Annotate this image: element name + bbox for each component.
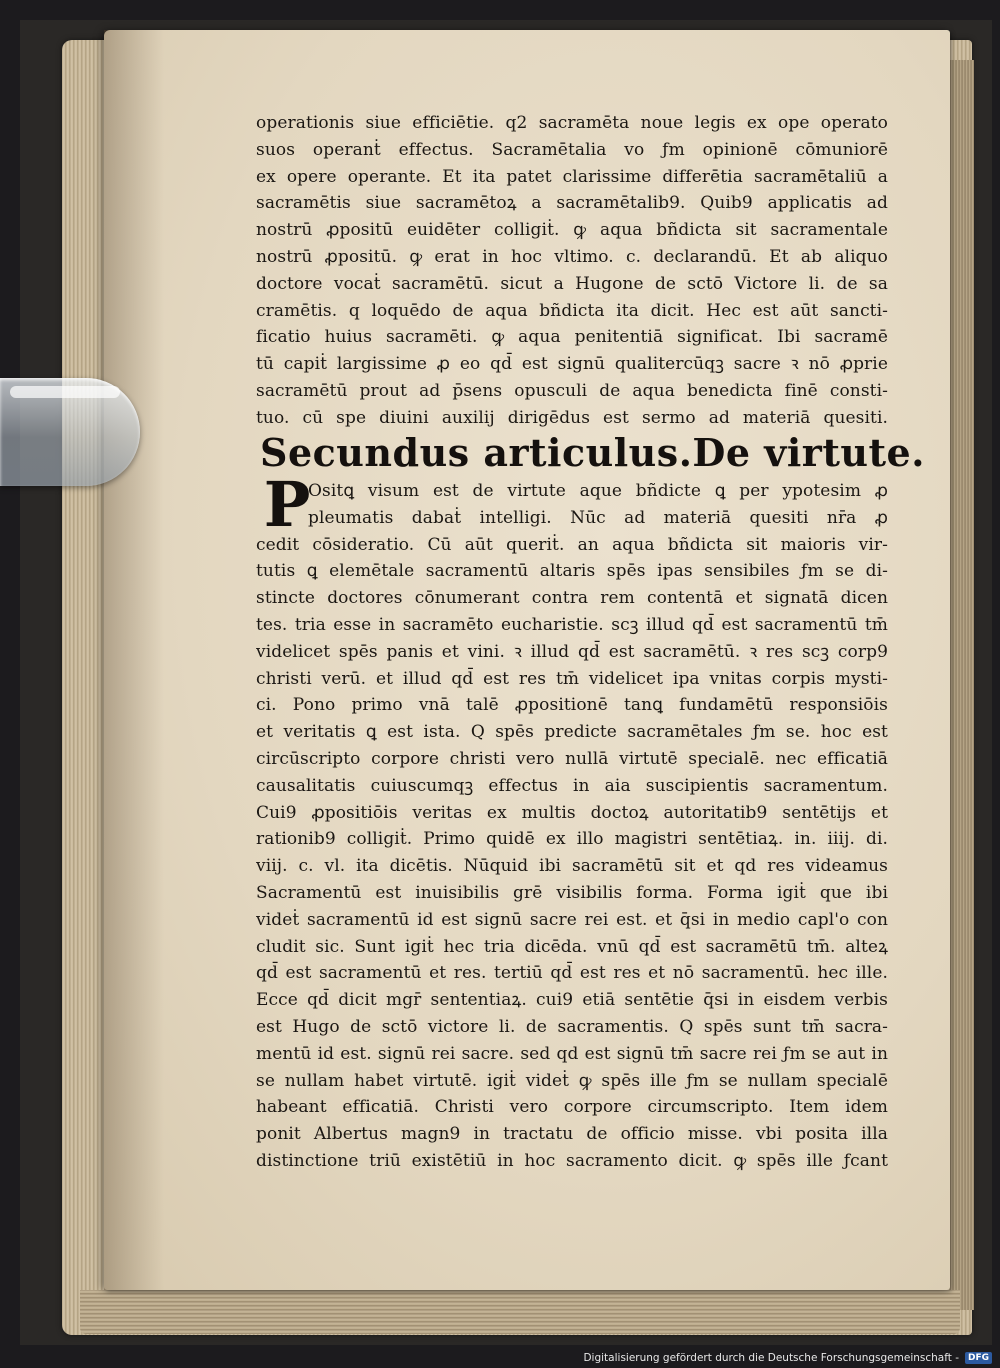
text-line: sacramētū prout ad p̄sens opusculi de aqua benedicta finē consti-: [256, 380, 888, 401]
text-line: mentū id est. signū rei sacre. sed qd est signū tm̄ sacre rei ƒm se aut in: [256, 1043, 888, 1064]
text-line: se nullam habet virtutē. igiṫ videṫ ꝙ spēs ille ƒm se nullam specialē: [256, 1070, 888, 1091]
text-line: christi verū. et illud qd̄ est res tm̄ videlicet ipa vnitas corpis mysti-: [256, 668, 888, 689]
text-line: Sacramentū est inuisibilis grē visibilis forma. Forma igiṫ que ibi: [256, 882, 888, 903]
dfg-logo: DFG: [965, 1352, 992, 1364]
text-line: nostrū ꝓpositū euidēter colligiṫ. ꝙ aqua bñdicta sit sacramentale: [256, 220, 888, 241]
heading-right: De virtute.: [692, 429, 925, 475]
text-line: habeant efficatiā. Christi vero corpore circumscripto. Item idem: [256, 1097, 888, 1118]
text-line: Ecce qd̄ dicit mgr̄ sententiaꝝ. cui9 etiā sentētie q̄si in eisdem verbis: [256, 990, 888, 1011]
footer-credit: [583, 1350, 992, 1366]
heading-left: Secundus articulus.: [260, 429, 693, 475]
fore-edge: [950, 60, 974, 1310]
text-line: tū capiṫ largissime ꝓ eo qd̄ est signū qualitercūqꝫ sacre ꝛ nō ꝓprie: [256, 354, 888, 375]
text-line: sacramētis siue sacramētoꝝ a sacramētalib9. Quib9 applicatis ad: [256, 193, 888, 214]
text-line: causalitatis cuiuscumqꝫ effectus in aia suscipientis sacramentum.: [256, 775, 888, 796]
text-line: cramētis. q loquēdo de aqua bñdicta ita dicit. Hec est aūt sancti-: [256, 300, 888, 321]
drop-cap-initial: P: [263, 468, 311, 541]
text-line: videlicet spēs panis et vini. ꝛ illud qd̄ est sacramētū. ꝛ res scꝫ corp9: [256, 641, 888, 662]
text-line: nostrū ꝓpositū. ꝙ erat in hoc vltimo. c. declarandū. Et ab aliquo: [256, 246, 888, 267]
text-line: ex opere operante. Et ita patet clarissime differētia sacramētaliū a: [256, 166, 888, 187]
text-line: ponit Albertus magn9 in tractatu de officio misse. vbi posita illa: [256, 1124, 888, 1145]
footer-text: Digitalisierung gefördert durch die Deutsche Forschungsgemeinschaft -: [583, 1352, 959, 1364]
text-line: rationib9 colligiṫ. Primo quidē ex illo magistri sentētiaꝝ. in. iiij. di.: [256, 829, 888, 850]
text-line: qd̄ est sacramentū et res. tertiū qd̄ est res et nō sacramentū. hec ille.: [256, 963, 888, 984]
text-line: operationis siue efficiētie. q2 sacramēta noue legis ex ope operato: [256, 113, 888, 133]
text-line: ci. Pono primo vnā talē ꝓpositionē tanꝗ fundamētū responsiōis: [256, 695, 888, 716]
text-line: est Hugo de sctō victore li. de sacramentis. Q spēs sunt tm̄ sacra-: [256, 1016, 888, 1037]
text-block-top: [256, 110, 888, 432]
section-heading: [260, 426, 925, 478]
text-line: ficatio huius sacramēti. ꝙ aqua penitentiā significat. Ibi sacramē: [256, 327, 888, 348]
text-line: suos operanṫ effectus. Sacramētalia vo ƒm opinionē cōmuniorē: [256, 139, 888, 160]
text-line: cedit cōsideratio. Cū aūt queriṫ. an aqua bñdicta sit maioris vir-: [256, 534, 888, 555]
text-line: pleumatis dabaṫ intelligi. Nūc ad materiā quesiti nr̄a ꝓ: [308, 507, 888, 528]
bottom-edge: [80, 1290, 960, 1334]
text-line: circūscripto corpore christi vero nullā virtutē specialē. nec efficatiā: [256, 748, 888, 769]
text-line: doctore vocaṫ sacramētū. sicut a Hugone de sctō Victore li. de sa: [256, 273, 888, 294]
text-line: Ositꝗ visum est de virtute aque bñdicte ꝗ per ypotesim ꝓ: [308, 481, 888, 501]
text-line: tes. tria esse in sacramēto eucharistie. scꝫ illud qd̄ est sacramentū tm̄: [256, 614, 888, 635]
text-line: Cui9 ꝓpositiōis veritas ex multis doctoꝝ autoritatib9 sentētijs et: [256, 802, 888, 823]
text-line: stincte doctores cōnumerant contra rem contentā et signatā dicen: [256, 588, 888, 609]
text-line: viij. c. vl. ita dicētis. Nūquid ibi sacramētū sit et qd res videamus: [256, 856, 888, 877]
text-line: distinctione triū existētiū in hoc sacramento dicit. ꝙ spēs ille ƒcant: [256, 1150, 888, 1171]
text-block-body: [256, 468, 888, 1175]
text-line: tuo. cū spe diuini auxilij dirigēdus est sermo ad materiā quesiti.: [256, 407, 888, 428]
text-line: cludit sic. Sunt igiṫ hec tria dicēda. vnū qd̄ est sacramētū tm̄. alteꝝ: [256, 936, 888, 957]
glass-clip-highlight: [10, 386, 120, 398]
text-line: videṫ sacramentū id est signū sacre rei est. et q̄si in medio capl'o con: [256, 909, 888, 930]
text-line: tutis ꝗ elemētale sacramentū altaris spēs ipas sensibiles ƒm se di-: [256, 561, 888, 582]
text-line: et veritatis ꝗ est ista. Q spēs predicte sacramētales ƒm se. hoc est: [256, 722, 888, 743]
